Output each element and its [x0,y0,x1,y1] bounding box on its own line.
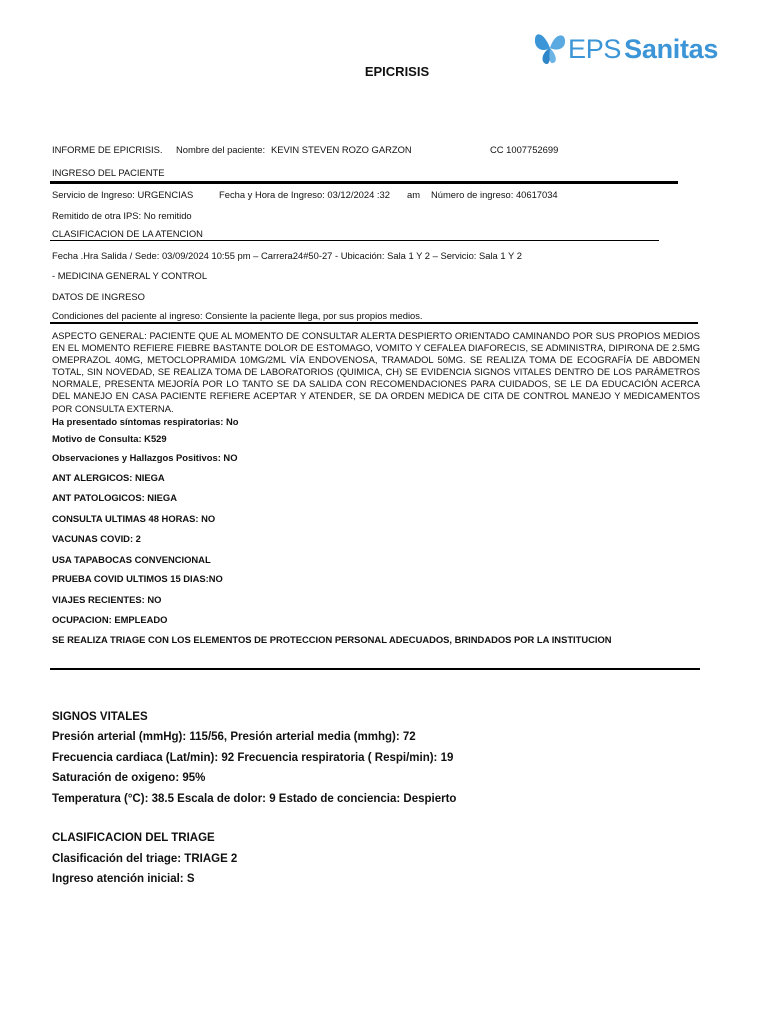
finding-item: ANT ALERGICOS: NIEGA [52,472,165,483]
logo-wordmark: EPS Sanitas [568,34,719,64]
triage-heading: CLASIFICACION DEL TRIAGE [52,832,215,844]
section-datos-ingreso: DATOS DE INGRESO [52,291,145,302]
numero-ingreso: Número de ingreso: 40617034 [431,189,558,200]
divider-thin [50,240,659,241]
report-label: INFORME DE EPICRISIS. [52,144,163,155]
remitido: Remitido de otra IPS: No remitido [52,210,192,221]
vital-line: Saturación de oxigeno: 95% [52,772,206,784]
finding-item: VIAJES RECIENTES: NO [52,594,162,605]
finding-item: Observaciones y Hallazgos Positivos: NO [52,452,238,463]
finding-item: SE REALIZA TRIAGE CON LOS ELEMENTOS DE PROTECCION PERSONAL ADECUADOS, BRINDADOS POR LA INSTITUCION [52,634,612,645]
section-ingreso: INGRESO DEL PACIENTE [52,167,165,178]
vital-line: Frecuencia cardiaca (Lat/min): 92 Frecuencia respiratoria ( Respi/min): 19 [52,752,454,764]
vitals-heading: SIGNOS VITALES [52,711,148,723]
section-clasificacion-atencion: CLASIFICACION DE LA ATENCION [52,228,203,239]
finding-item: Motivo de Consulta: K529 [52,433,167,444]
finding-item: Ha presentado síntomas respiratorias: No [52,416,239,427]
finding-item: CONSULTA ULTIMAS 48 HORAS: NO [52,513,216,524]
patient-id: CC 1007752699 [490,144,559,155]
aspecto-general-paragraph: ASPECTO GENERAL: PACIENTE QUE AL MOMENTO DE CONSULTAR ALERTA DESPIERTO ORIENTADO CAMINANDO POR SUS PROPIOS MEDIOS EN EL MOMENTO REFIERE FIEBRE BASTANTE DOLOR DE ESTOMAGO, VOMITO Y CEFALEA DIAFORECIS, SE ADMINISTRA, DIPIRONA DE 2.5MG OMEPRAZOL 40MG, METOCLOPRAMIDA 10MG/2ML VÍA ENDOVENOSA, TRAMADOL 50MG. SE REALIZA TOMA DE ECOGRAFÍA DE ABDOMEN TOTAL, SIN NOVEDAD, SE REALIZA TOMA DE LABORATORIOS (QUIMICA, CH) SE EVIDENCIA SIGNOS VITALES DENTRO DE LOS PARÁMETROS NORMALE, PRESENTA MEJORÍA POR LO TANTO SE DA SALIDA CON RECOMENDACIONES PARA CUIDADOS, SE LE DA EDUCACIÓN ACERCA DEL MANEJO EN CASA PACIENTE REFIERE ACEPTAR Y ATENDER, SE DA ORDEN MEDICA DE CITA DE CONTROL MANEJO Y MEDICAMENTOS POR CONSULTA EXTERNA. [52,330,700,414]
patient-name-label: Nombre del paciente: [176,144,266,155]
vital-line: Temperatura (°C): 38.5 Escala de dolor: 9 Estado de conciencia: Despierto [52,793,457,805]
finding-item: ANT PATOLOGICOS: NIEGA [52,492,177,503]
am-label: am [407,189,421,200]
divider-medium [50,668,700,670]
finding-item: OCUPACION: EMPLEADO [52,614,168,625]
butterfly-icon [532,28,568,72]
servicio-ingreso: Servicio de Ingreso: URGENCIAS [52,189,194,200]
finding-item: PRUEBA COVID ULTIMOS 15 DIAS:NO [52,573,223,584]
eps-sanitas-logo [532,28,719,72]
fecha-ingreso: Fecha y Hora de Ingreso: 03/12/2024 :32 [219,189,390,200]
condiciones-ingreso: Condiciones del paciente al ingreso: Consiente la paciente llega, por sus propios medios. [52,310,423,321]
finding-item: USA TAPABOCAS CONVENCIONAL [52,554,211,565]
triage-line: Clasificación del triage: TRIAGE 2 [52,853,238,865]
divider-thick [50,181,678,184]
divider-medium [50,322,698,324]
vital-line: Presión arterial (mmHg): 115/56, Presión arterial media (mmhg): 72 [52,731,416,743]
document-title: EPICRISIS [364,64,430,79]
patient-name: KEVIN STEVEN ROZO GARZON [271,144,412,155]
fecha-salida-sede: Fecha .Hra Salida / Sede: 03/09/2024 10:55 pm – Carrera24#50-27 - Ubicación: Sala 1 Y 2 – Servicio: Sala 1 Y 2 [52,250,522,261]
triage-line: Ingreso atención inicial: S [52,873,195,885]
servicio-medicina: - MEDICINA GENERAL Y CONTROL [52,270,208,281]
finding-item: VACUNAS COVID: 2 [52,533,141,544]
